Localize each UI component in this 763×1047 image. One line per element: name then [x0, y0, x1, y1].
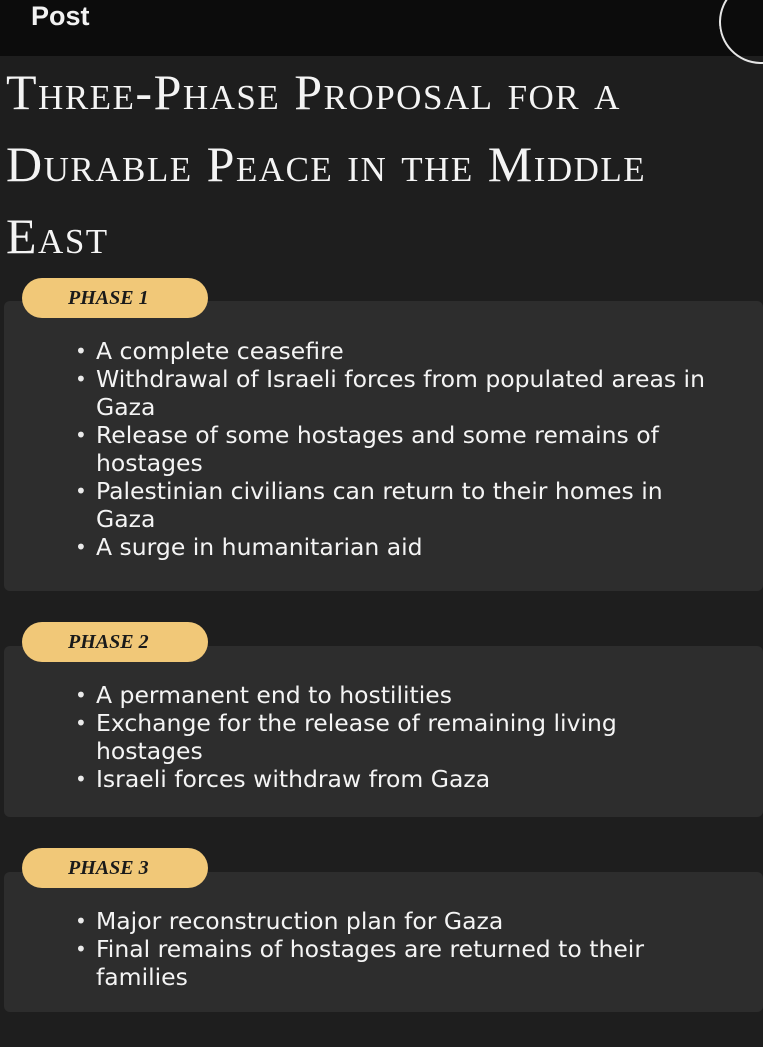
phase-2-list — [4, 681, 763, 793]
phase-3-badge: PHASE 3 — [22, 848, 208, 888]
top-bar — [0, 0, 763, 56]
list-item: • Withdrawal of Israeli forces from populated areas in Gaza — [4, 365, 763, 421]
proposal-headline: Three-Phase Proposal for a Durable Peace in the Middle East — [6, 64, 647, 264]
list-item: • Exchange for the release of remaining living hostages — [4, 709, 763, 765]
phase-1-card — [4, 301, 763, 591]
phase-1-list — [4, 337, 763, 561]
phase-2-card — [4, 646, 763, 817]
list-item: • Israeli forces withdraw from Gaza — [4, 765, 763, 793]
list-item: • Major reconstruction plan for Gaza — [4, 907, 763, 935]
phase-3-list — [4, 907, 763, 991]
list-item: • A complete ceasefire — [4, 337, 763, 365]
post-title: Post — [31, 1, 90, 31]
phase-3-card — [4, 872, 763, 1012]
phase-2-badge: PHASE 2 — [22, 622, 208, 662]
list-item: • Palestinian civilians can return to their homes in Gaza — [4, 477, 763, 533]
phase-1-badge: PHASE 1 — [22, 278, 208, 318]
list-item: • Release of some hostages and some remains of hostages — [4, 421, 763, 477]
list-item: • A permanent end to hostilities — [4, 681, 763, 709]
list-item: • Final remains of hostages are returned to their families — [4, 935, 763, 991]
list-item: • A surge in humanitarian aid — [4, 533, 763, 561]
